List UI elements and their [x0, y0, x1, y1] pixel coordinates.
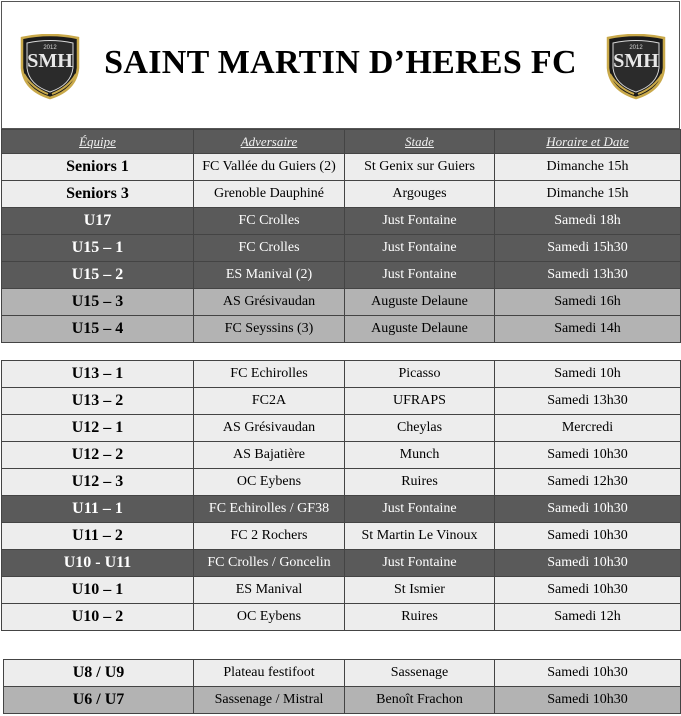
stadium-cell: Picasso: [345, 361, 495, 388]
time-cell: Samedi 10h30: [495, 550, 681, 577]
time-cell: Samedi 13h30: [495, 262, 681, 289]
team-cell: U13 – 1: [2, 361, 194, 388]
table-row: [2, 496, 681, 523]
team-cell: U12 – 3: [2, 469, 194, 496]
stadium-cell: St Ismier: [345, 577, 495, 604]
team-cell: U10 - U11: [2, 550, 194, 577]
stadium-cell: Just Fontaine: [345, 550, 495, 577]
team-cell: U10 – 1: [2, 577, 194, 604]
time-cell: Samedi 10h30: [495, 523, 681, 550]
stadium-cell: St Martin Le Vinoux: [345, 523, 495, 550]
opponent-cell: Grenoble Dauphiné: [194, 181, 345, 208]
time-cell: Samedi 10h30: [495, 442, 681, 469]
stadium-cell: Just Fontaine: [345, 496, 495, 523]
time-cell: Samedi 16h: [495, 289, 681, 316]
team-cell: U8 / U9: [4, 660, 194, 687]
opponent-cell: AS Grésivaudan: [194, 415, 345, 442]
table-row: [2, 523, 681, 550]
table-row: [2, 289, 681, 316]
page-title: SAINT MARTIN D’HERES FC: [104, 44, 577, 81]
opponent-cell: FC 2 Rochers: [194, 523, 345, 550]
svg-text:SMH: SMH: [613, 50, 659, 72]
table-row: [4, 687, 681, 714]
time-cell: Dimanche 15h: [495, 154, 681, 181]
time-cell: Mercredi: [495, 415, 681, 442]
table-row: [2, 262, 681, 289]
table-row: [2, 577, 681, 604]
opponent-cell: FC Crolles: [194, 208, 345, 235]
opponent-cell: ES Manival: [194, 577, 345, 604]
column-header-opponent: Adversaire: [194, 130, 345, 154]
team-cell: U15 – 3: [2, 289, 194, 316]
time-cell: Samedi 10h: [495, 361, 681, 388]
team-cell: U12 – 2: [2, 442, 194, 469]
time-cell: Samedi 10h30: [495, 577, 681, 604]
table-row: [2, 388, 681, 415]
opponent-cell: FC Vallée du Guiers (2): [194, 154, 345, 181]
table-row: [2, 415, 681, 442]
stadium-cell: Just Fontaine: [345, 262, 495, 289]
time-cell: Samedi 18h: [495, 208, 681, 235]
team-cell: U15 – 4: [2, 316, 194, 343]
table-row: [2, 181, 681, 208]
time-cell: Samedi 15h30: [495, 235, 681, 262]
team-cell: U17: [2, 208, 194, 235]
svg-text:2012: 2012: [43, 45, 57, 51]
stadium-cell: Just Fontaine: [345, 208, 495, 235]
opponent-cell: Plateau festifoot: [194, 660, 345, 687]
time-cell: Samedi 14h: [495, 316, 681, 343]
opponent-cell: AS Bajatière: [194, 442, 345, 469]
column-header-team: Équipe: [2, 130, 194, 154]
team-cell: U11 – 2: [2, 523, 194, 550]
schedule-table-kids: [3, 659, 681, 714]
team-cell: U12 – 1: [2, 415, 194, 442]
team-cell: U11 – 1: [2, 496, 194, 523]
opponent-cell: FC Crolles / Goncelin: [194, 550, 345, 577]
opponent-cell: AS Grésivaudan: [194, 289, 345, 316]
stadium-cell: UFRAPS: [345, 388, 495, 415]
table-row: [2, 604, 681, 631]
opponent-cell: OC Eybens: [194, 604, 345, 631]
opponent-cell: OC Eybens: [194, 469, 345, 496]
stadium-cell: Sassenage: [345, 660, 495, 687]
svg-text:SMH: SMH: [27, 50, 73, 72]
stadium-cell: Auguste Delaune: [345, 316, 495, 343]
stadium-cell: St Genix sur Guiers: [345, 154, 495, 181]
table-row: [2, 442, 681, 469]
stadium-cell: Benoît Frachon: [345, 687, 495, 714]
schedule-table-youth: [1, 360, 681, 631]
team-cell: U15 – 2: [2, 262, 194, 289]
schedule-table-senior: [1, 129, 681, 343]
table-row: [2, 550, 681, 577]
stadium-cell: Argouges: [345, 181, 495, 208]
table-row: [2, 316, 681, 343]
time-cell: Dimanche 15h: [495, 181, 681, 208]
team-cell: Seniors 1: [2, 154, 194, 181]
stadium-cell: Cheylas: [345, 415, 495, 442]
time-cell: Samedi 12h: [495, 604, 681, 631]
stadium-cell: Ruires: [345, 469, 495, 496]
opponent-cell: FC Seyssins (3): [194, 316, 345, 343]
opponent-cell: FC Echirolles: [194, 361, 345, 388]
opponent-cell: Sassenage / Mistral: [194, 687, 345, 714]
table-row: [4, 660, 681, 687]
time-cell: Samedi 10h30: [495, 496, 681, 523]
team-cell: U13 – 2: [2, 388, 194, 415]
club-crest-icon: [604, 34, 668, 100]
opponent-cell: FC Echirolles / GF38: [194, 496, 345, 523]
time-cell: Samedi 10h30: [495, 660, 681, 687]
stadium-cell: Munch: [345, 442, 495, 469]
opponent-cell: ES Manival (2): [194, 262, 345, 289]
stadium-cell: Auguste Delaune: [345, 289, 495, 316]
column-header-stadium: Stade: [345, 130, 495, 154]
opponent-cell: FC Crolles: [194, 235, 345, 262]
table-row: [2, 361, 681, 388]
table-row: [2, 235, 681, 262]
time-cell: Samedi 12h30: [495, 469, 681, 496]
team-cell: U6 / U7: [4, 687, 194, 714]
table-row: [2, 469, 681, 496]
time-cell: Samedi 13h30: [495, 388, 681, 415]
team-cell: Seniors 3: [2, 181, 194, 208]
stadium-cell: Ruires: [345, 604, 495, 631]
team-cell: U15 – 1: [2, 235, 194, 262]
svg-text:2012: 2012: [629, 45, 643, 51]
column-header-time: Horaire et Date: [495, 130, 681, 154]
team-cell: U10 – 2: [2, 604, 194, 631]
stadium-cell: Just Fontaine: [345, 235, 495, 262]
header-banner: [1, 1, 680, 129]
time-cell: Samedi 10h30: [495, 687, 681, 714]
opponent-cell: FC2A: [194, 388, 345, 415]
table-row: [2, 154, 681, 181]
table-row: [2, 208, 681, 235]
